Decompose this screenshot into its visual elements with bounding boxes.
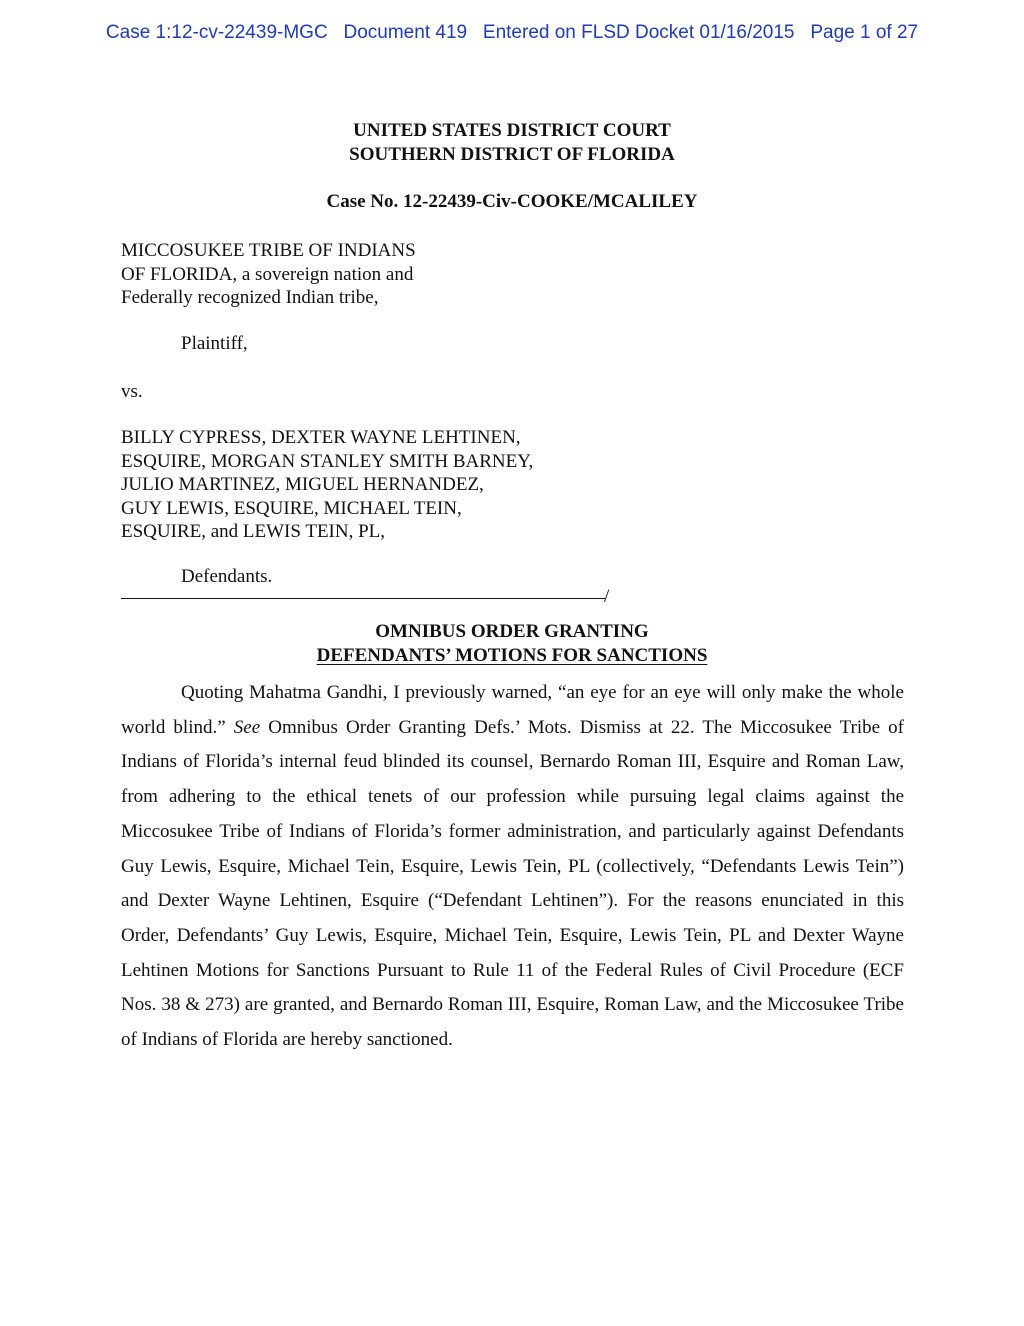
order-subtitle-text: DEFENDANTS’ MOTIONS FOR SANCTIONS [316,645,708,666]
order-title: OMNIBUS ORDER GRANTING [375,621,649,642]
body-text-part: Quoting Mahatma Gandhi, I previously warned, “an eye for an eye will only make the whole world blind.” [121,682,904,738]
plaintiff-line: OF FLORIDA, a sovereign nation and [121,263,414,285]
defendants-line: GUY LEWIS, ESQUIRE, MICHAEL TEIN, [121,497,462,519]
caption-separator-line [121,598,605,599]
defendants-line: ESQUIRE, MORGAN STANLEY SMITH BARNEY, [121,450,534,472]
plaintiff-line: Federally recognized Indian tribe, [121,287,379,308]
court-district: SOUTHERN DISTRICT OF FLORIDA [349,144,675,165]
plaintiff-caption [121,239,416,310]
plaintiff-role: Plaintiff, [181,333,248,354]
defendants-caption [121,426,533,544]
order-body-paragraph [121,676,904,1058]
caption-separator-slash: / [604,586,610,607]
plaintiff-line: MICCOSUKEE TRIBE OF INDIANS [121,240,416,261]
versus: vs. [121,381,143,402]
defendants-line: JULIO MARTINEZ, MIGUEL HERNANDEZ, [121,474,484,495]
court-name: UNITED STATES DISTRICT COURT [353,120,671,141]
defendants-line: BILLY CYPRESS, DEXTER WAYNE LEHTINEN, [121,427,521,448]
order-subtitle [0,645,1024,667]
docket-stamp: Case 1:12-cv-22439-MGC Document 419 Entered on FLSD Docket 01/16/2015 Page 1 of 27 [105,22,919,43]
defendants-role: Defendants. [181,566,273,587]
citation-signal: See [233,716,261,738]
defendants-line: ESQUIRE, and LEWIS TEIN, PL, [121,521,386,542]
case-number: Case No. 12-22439-Civ-COOKE/MCALILEY [326,191,698,212]
body-text-part: Omnibus Order Granting Defs.’ Mots. Dismiss at 22. The Miccosukee Tribe of Indians of Florida’s internal feud blinded its counsel, Bernardo Roman III, Esquire and Roman Law, from adhering to the ethical tenets of our profession while pursuing legal claims against the Miccosukee Tribe of Indians of Florida’s former administration, and particularly against Defendants Guy Lewis, Esquire, Michael Tein, Esquire, Lewis Tein, PL (collectively, “Defendants Lewis Tein”) and Dexter Wayne Lehtinen, Esquire (“Defendant Lehtinen”). For the reasons enunciated in this Order, Defendants’ Guy Lewis, Esquire, Michael Tein, Esquire, Lewis Tein, PL and Dexter Wayne Lehtinen Motions for Sanctions Pursuant to Rule 11 of the Federal Rules of Civil Procedure (ECF Nos. 38 & 273) are granted, and Bernardo Roman III, Esquire, Roman Law, and the Miccosukee Tribe of Indians of Florida are hereby sanctioned. [121,716,904,1051]
